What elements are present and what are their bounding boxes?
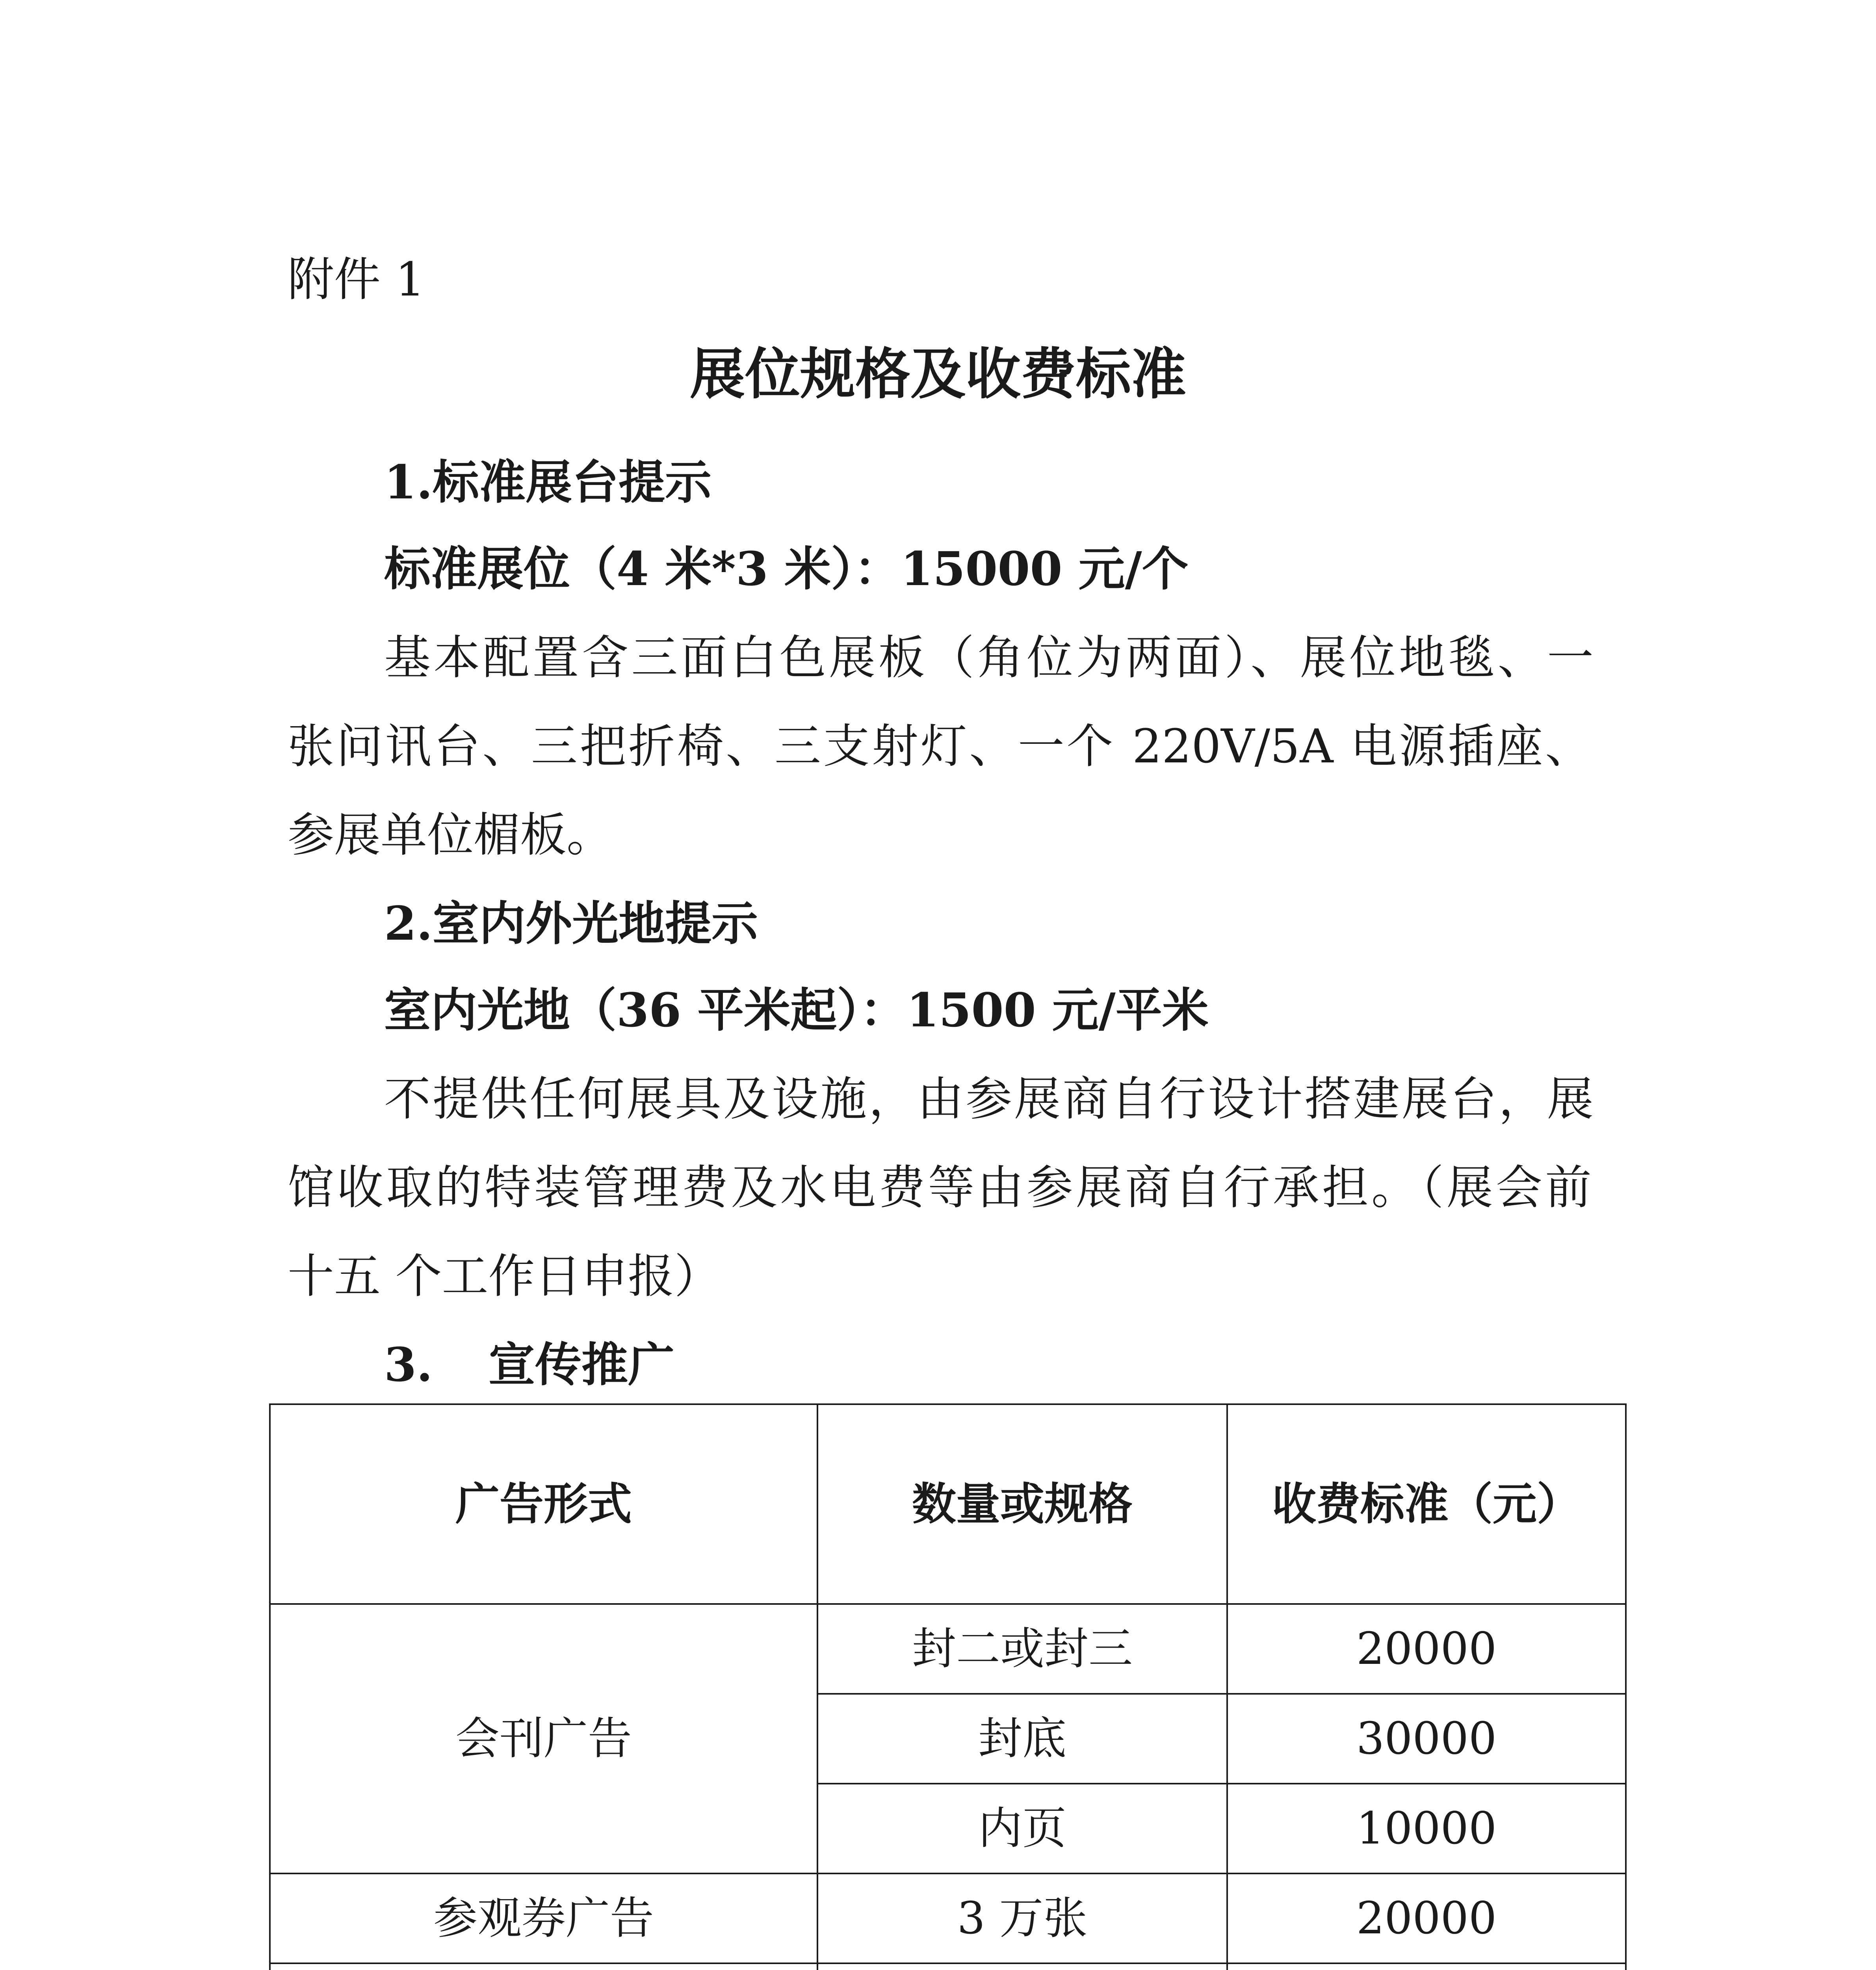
cell-ad-form xyxy=(270,1963,817,1970)
ad-pricing-table xyxy=(269,1403,1627,1970)
cell-spec: 3 万张 xyxy=(817,1873,1227,1963)
table-row xyxy=(270,1873,1626,1963)
cell-spec: 封底 xyxy=(817,1694,1227,1784)
cell-ad-form: 参观券广告 xyxy=(270,1873,817,1963)
page-title: 展位规格及收费标准 xyxy=(689,342,1186,407)
cell-price: 10000 xyxy=(1227,1784,1626,1873)
cell-spec: 内页 xyxy=(817,1784,1227,1873)
cell-spec: 封二或封三 xyxy=(817,1604,1227,1694)
attachment-label: 附件 1 xyxy=(288,252,425,307)
section2-desc-line-1: 不提供任何展具及设施，由参展商自行设计搭建展台，展 xyxy=(384,1072,1594,1126)
cell-spec xyxy=(817,1963,1227,1970)
cell-price: 30000 xyxy=(1227,1694,1626,1784)
cell-price: 20000 xyxy=(1227,1873,1626,1963)
section1-heading: 1.标准展台提示 xyxy=(384,455,712,509)
section3-heading-text: 宣传推广 xyxy=(489,1337,675,1392)
section3-heading-number: 3. xyxy=(384,1337,433,1392)
header-ad-form: 广告形式 xyxy=(270,1404,817,1604)
cell-price xyxy=(1227,1963,1626,1970)
table-header-row xyxy=(270,1404,1626,1604)
section1-desc-line-2: 张问讯台、三把折椅、三支射灯、一个 220V/5A 电源插座、 xyxy=(288,719,1592,773)
section1-price: 标准展位（4 米*3 米）：15000 元/个 xyxy=(384,541,1189,596)
section2-heading: 2.室内外光地提示 xyxy=(384,896,758,951)
table-row xyxy=(270,1963,1626,1970)
section2-price: 室内光地（36 平米起）：1500 元/平米 xyxy=(384,983,1209,1037)
cell-ad-form: 会刊广告 xyxy=(270,1604,817,1873)
section1-desc-line-1: 基本配置含三面白色展板（角位为两面）、展位地毯、一 xyxy=(384,630,1594,685)
cell-price: 20000 xyxy=(1227,1604,1626,1694)
header-price: 收费标准（元） xyxy=(1227,1404,1626,1604)
section2-desc-line-2: 馆收取的特装管理费及水电费等由参展商自行承担。（展会前 xyxy=(288,1160,1592,1215)
section2-desc-line-3: 十五 个工作日申报） xyxy=(288,1249,721,1303)
table-row xyxy=(270,1604,1626,1694)
header-quantity-spec: 数量或规格 xyxy=(817,1404,1227,1604)
section1-desc-line-3: 参展单位楣板。 xyxy=(288,808,613,862)
